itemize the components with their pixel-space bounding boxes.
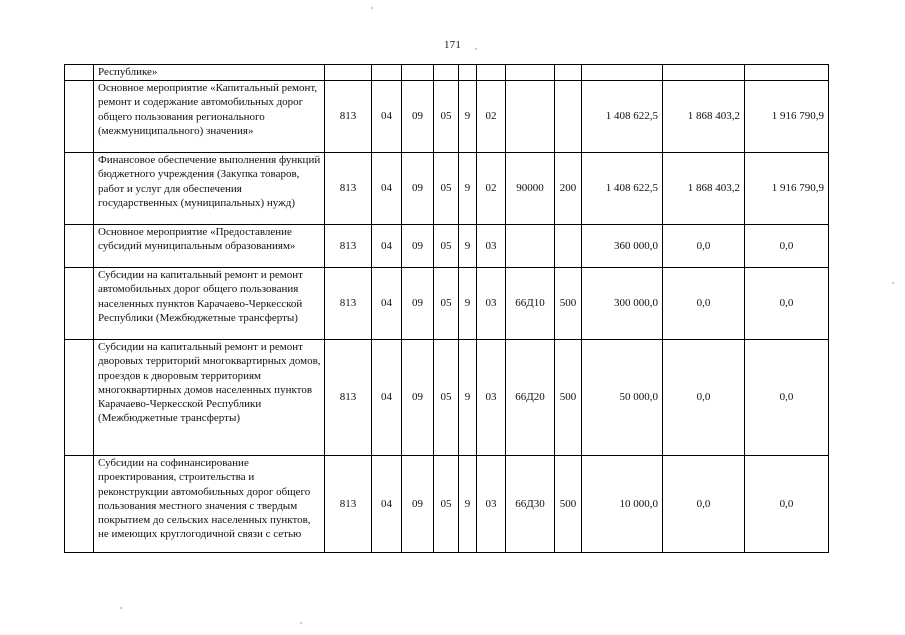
amount-year-2: 0,0 [663,268,745,340]
program-code: 05 [434,456,459,553]
row-number-cell [65,340,94,456]
amount-year-3: 0,0 [745,340,829,456]
pr-code: 09 [402,268,434,340]
direction-code [506,81,555,153]
gr-code: 813 [325,153,372,225]
table-row [65,153,829,225]
amount-year-2: 0,0 [663,340,745,456]
row-name: Субсидии на капитальный ремонт и ремонт автомобильных дорог общего пользования населенных пунктов Карачаево-Черкесской Республики (Межбюджетные трансферты) [94,268,325,340]
pr-code: 09 [402,340,434,456]
scan-speck [892,282,894,284]
expense-type-code [555,81,582,153]
event-code [477,65,506,81]
event-code: 02 [477,81,506,153]
amount-year-3: 0,0 [745,456,829,553]
amount-year-2 [663,65,745,81]
amount-year-2: 0,0 [663,225,745,268]
expense-type-code: 500 [555,268,582,340]
rz-code [372,65,402,81]
amount-year-2: 1 868 403,2 [663,81,745,153]
subprogram-code: 9 [459,81,477,153]
gr-code: 813 [325,340,372,456]
event-code: 03 [477,268,506,340]
amount-year-1 [582,65,663,81]
row-number-cell [65,456,94,553]
expense-type-code: 500 [555,340,582,456]
row-number-cell [65,65,94,81]
expense-type-code: 200 [555,153,582,225]
rz-code: 04 [372,456,402,553]
program-code: 05 [434,268,459,340]
direction-code: 66Д30 [506,456,555,553]
rz-code: 04 [372,268,402,340]
rz-code: 04 [372,153,402,225]
table-row [65,225,829,268]
gr-code: 813 [325,225,372,268]
scan-speck [371,7,373,9]
amount-year-1: 1 408 622,5 [582,81,663,153]
row-number-cell [65,153,94,225]
table-row [65,340,829,456]
expense-type-code: 500 [555,456,582,553]
amount-year-3: 0,0 [745,268,829,340]
table-row [65,65,829,81]
gr-code [325,65,372,81]
direction-code [506,225,555,268]
amount-year-1: 1 408 622,5 [582,153,663,225]
rz-code: 04 [372,225,402,268]
table-row [65,81,829,153]
amount-year-1: 50 000,0 [582,340,663,456]
row-name: Финансовое обеспечение выполнения функций бюджетного учреждения (Закупка товаров, работ и услуг для обеспечения государственных (муниципальных) нужд) [94,153,325,225]
rz-code: 04 [372,340,402,456]
scan-speck [120,607,122,609]
amount-year-2: 0,0 [663,456,745,553]
program-code: 05 [434,340,459,456]
gr-code: 813 [325,81,372,153]
event-code: 03 [477,456,506,553]
amount-year-1: 300 000,0 [582,268,663,340]
pr-code: 09 [402,456,434,553]
program-code: 05 [434,81,459,153]
subprogram-code: 9 [459,268,477,340]
amount-year-3: 1 916 790,9 [745,153,829,225]
amount-year-3 [745,65,829,81]
amount-year-2: 1 868 403,2 [663,153,745,225]
event-code: 03 [477,340,506,456]
row-number-cell [65,225,94,268]
gr-code: 813 [325,456,372,553]
expense-type-code [555,65,582,81]
row-number-cell [65,81,94,153]
subprogram-code: 9 [459,456,477,553]
program-code: 05 [434,225,459,268]
scan-speck [300,622,302,624]
pr-code: 09 [402,153,434,225]
direction-code [506,65,555,81]
pr-code: 09 [402,81,434,153]
amount-year-1: 10 000,0 [582,456,663,553]
table-row [65,456,829,553]
program-code [434,65,459,81]
row-name: Основное мероприятие «Предоставление субсидий муниципальным образованиям» [94,225,325,268]
pr-code: 09 [402,225,434,268]
row-name: Субсидии на капитальный ремонт и ремонт дворовых территорий многоквартирных домов, проездов к дворовым территориям многоквартирных домов населенных пунктов Карачаево-Черкесской Республики (Межбюджетные трансферты) [94,340,325,456]
pr-code [402,65,434,81]
amount-year-3: 1 916 790,9 [745,81,829,153]
program-code: 05 [434,153,459,225]
scan-speck [475,48,477,50]
row-name: Субсидии на софинансирование проектирования, строительства и реконструкции автомобильных дорог общего пользования местного значения с твердым покрытием до сельских населенных пунктов, не имеющих круглогодичной связи с сетью [94,456,325,553]
row-name: Республике» [94,65,325,81]
amount-year-3: 0,0 [745,225,829,268]
subprogram-code: 9 [459,340,477,456]
rz-code: 04 [372,81,402,153]
direction-code: 66Д20 [506,340,555,456]
page-number: 171 [443,39,462,51]
direction-code: 66Д10 [506,268,555,340]
row-number-cell [65,268,94,340]
event-code: 03 [477,225,506,268]
amount-year-1: 360 000,0 [582,225,663,268]
subprogram-code: 9 [459,153,477,225]
expense-type-code [555,225,582,268]
direction-code: 90000 [506,153,555,225]
table-row [65,268,829,340]
row-name: Основное мероприятие «Капитальный ремонт, ремонт и содержание автомобильных дорог общего пользования регионального (межмуниципального) значения» [94,81,325,153]
subprogram-code: 9 [459,225,477,268]
gr-code: 813 [325,268,372,340]
subprogram-code [459,65,477,81]
event-code: 02 [477,153,506,225]
budget-table [64,64,829,553]
